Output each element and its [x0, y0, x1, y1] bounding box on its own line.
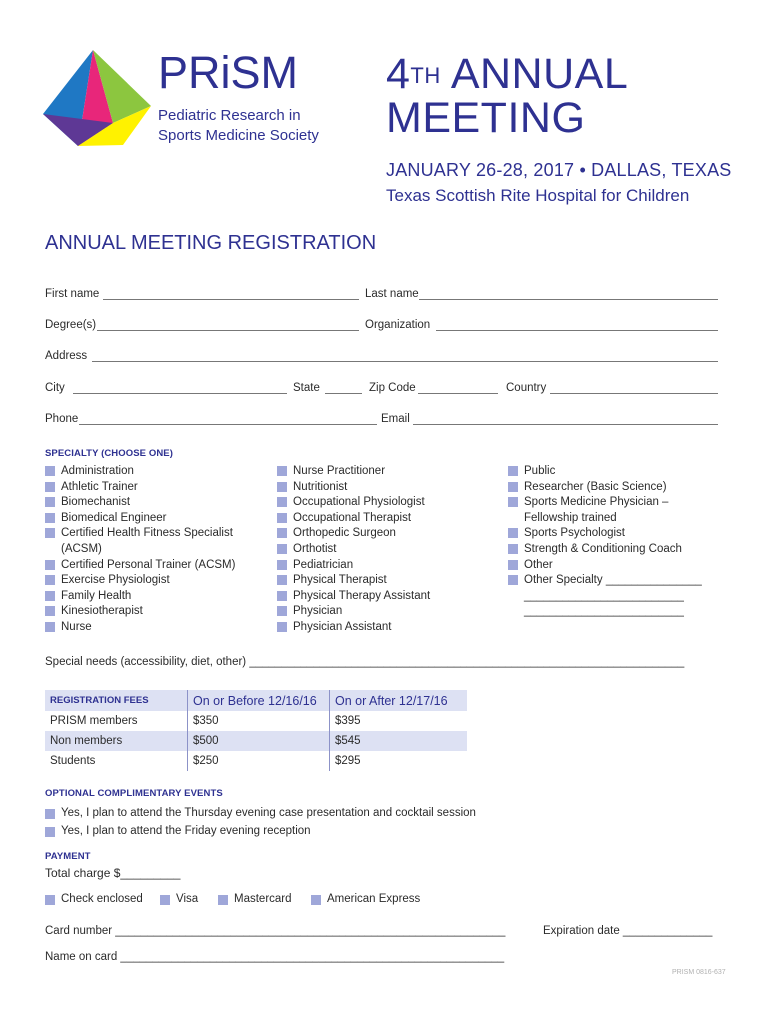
fee-after: $545	[330, 731, 468, 751]
checkbox[interactable]	[218, 895, 228, 905]
checkbox[interactable]	[508, 544, 518, 554]
checkbox[interactable]	[45, 606, 55, 616]
total-charge-field[interactable]: Total charge $_________	[45, 866, 181, 880]
other-specialty-blank-1[interactable]: _________________________	[524, 589, 684, 602]
checkbox[interactable]	[508, 560, 518, 570]
state-label: State	[293, 382, 320, 394]
fees-col-after: On or After 12/17/16	[330, 690, 468, 711]
checkbox[interactable]	[277, 575, 287, 585]
specialty-option[interactable]: Exercise Physiologist	[45, 573, 245, 589]
organization-field[interactable]	[436, 330, 718, 331]
prism-logo-icon	[43, 50, 153, 146]
checkbox[interactable]	[277, 606, 287, 616]
specialty-column-1	[45, 464, 245, 636]
specialty-option[interactable]: Physical Therapist	[277, 573, 487, 589]
check-enclosed-label: Check enclosed	[61, 893, 143, 905]
zip-label: Zip Code	[369, 382, 416, 394]
address-label: Address	[45, 350, 88, 362]
specialty-option[interactable]: Biomedical Engineer	[45, 511, 245, 527]
optional-events-heading: OPTIONAL COMPLIMENTARY EVENTS	[45, 788, 223, 799]
specialty-option[interactable]: Orthopedic Surgeon	[277, 526, 487, 542]
first-name-field[interactable]	[103, 299, 359, 300]
specialty-heading: SPECIALTY (CHOOSE ONE)	[45, 448, 174, 459]
brand-subtitle	[158, 106, 319, 146]
checkbox[interactable]	[160, 895, 170, 905]
checkbox[interactable]	[277, 591, 287, 601]
specialty-option[interactable]: Certified Health Fitness Specialist (ACSM)	[45, 526, 245, 557]
fee-after: $395	[330, 711, 468, 731]
specialty-option[interactable]: Family Health	[45, 589, 245, 605]
visa-label: Visa	[176, 893, 199, 905]
checkbox[interactable]	[508, 497, 518, 507]
specialty-option[interactable]: Other Specialty _______________	[508, 573, 730, 589]
specialty-column-3	[508, 464, 730, 620]
specialty-option[interactable]: Occupational Therapist	[277, 511, 487, 527]
fees-col-before: On or Before 12/16/16	[188, 690, 330, 711]
country-field[interactable]	[550, 393, 718, 394]
checkbox[interactable]	[277, 560, 287, 570]
specialty-option[interactable]: Nurse	[45, 620, 245, 636]
checkbox[interactable]	[277, 482, 287, 492]
friday-event-label: Yes, I plan to attend the Friday evening reception	[61, 825, 311, 837]
thursday-event-option[interactable]	[45, 807, 476, 819]
fees-heading: REGISTRATION FEES	[45, 690, 188, 711]
last-name-label: Last name	[365, 288, 419, 300]
specialty-option[interactable]: Strength & Conditioning Coach	[508, 542, 730, 558]
degrees-field[interactable]	[97, 330, 359, 331]
specialty-option[interactable]: Biomechanist	[45, 495, 245, 511]
email-label: Email	[381, 413, 410, 425]
specialty-option[interactable]: Kinesiotherapist	[45, 604, 245, 620]
specialty-option[interactable]: Physical Therapy Assistant	[277, 589, 487, 605]
phone-label: Phone	[45, 413, 79, 425]
specialty-option[interactable]: Sports Medicine Physician – Fellowship trained	[508, 495, 730, 526]
specialty-option[interactable]: Public	[508, 464, 730, 480]
name-on-card-field[interactable]: Name on card ____________________________________________________________	[45, 951, 505, 963]
table-row	[45, 731, 467, 751]
organization-label: Organization	[365, 319, 431, 331]
checkbox[interactable]	[45, 466, 55, 476]
city-label: City	[45, 382, 65, 394]
address-field[interactable]	[92, 361, 718, 362]
meeting-line2: MEETING	[386, 94, 586, 142]
specialty-option[interactable]: Administration	[45, 464, 245, 480]
checkbox[interactable]	[45, 482, 55, 492]
meeting-title	[386, 52, 628, 140]
specialty-option[interactable]: Occupational Physiologist	[277, 495, 487, 511]
last-name-field[interactable]	[419, 299, 718, 300]
specialty-option[interactable]: Orthotist	[277, 542, 487, 558]
friday-event-option[interactable]	[45, 825, 311, 837]
specialty-option[interactable]: Physician	[277, 604, 487, 620]
checkbox[interactable]	[45, 528, 55, 538]
degrees-label: Degree(s)	[45, 319, 97, 331]
checkbox[interactable]	[45, 622, 55, 632]
amex-label: American Express	[327, 893, 421, 905]
thursday-event-label: Yes, I plan to attend the Thursday evening case presentation and cocktail session	[61, 807, 476, 819]
checkbox[interactable]	[311, 895, 321, 905]
expiration-date-field[interactable]: Expiration date ______________	[543, 925, 713, 937]
checkbox[interactable]	[45, 497, 55, 507]
email-field[interactable]	[413, 424, 718, 425]
specialty-option[interactable]: Athletic Trainer	[45, 480, 245, 496]
specialty-option[interactable]: Nurse Practitioner	[277, 464, 487, 480]
form-title: ANNUAL MEETING REGISTRATION	[45, 232, 377, 254]
city-field[interactable]	[73, 393, 287, 394]
specialty-option[interactable]: Sports Psychologist	[508, 526, 730, 542]
specialty-option[interactable]: Physician Assistant	[277, 620, 487, 636]
form-code: PRISM 0816-637	[672, 969, 726, 976]
table-row	[45, 711, 467, 731]
visa-option[interactable]	[160, 893, 198, 905]
fee-after: $295	[330, 751, 468, 771]
checkbox[interactable]	[277, 497, 287, 507]
fee-before: $350	[188, 711, 330, 731]
checkbox[interactable]	[277, 513, 287, 523]
phone-field[interactable]	[79, 424, 377, 425]
fee-before: $250	[188, 751, 330, 771]
zip-field[interactable]	[418, 393, 498, 394]
fee-label: Students	[50, 755, 96, 767]
check-enclosed-option[interactable]	[45, 893, 143, 905]
specialty-option[interactable]: Pediatrician	[277, 558, 487, 574]
meeting-number: 4	[386, 50, 411, 98]
brand-subtitle-line2: Sports Medicine Society	[158, 127, 319, 144]
fee-label: Non members	[45, 731, 188, 751]
special-needs-field[interactable]: Special needs (accessibility, diet, other) ____________________________________________________________________	[45, 656, 685, 668]
brand-name: PRiSM	[158, 47, 299, 98]
specialty-option[interactable]: Other	[508, 558, 730, 574]
specialty-column-2	[277, 464, 487, 636]
brand-subtitle-line1: Pediatric Research in	[158, 107, 301, 124]
payment-heading: PAYMENT	[45, 851, 91, 862]
specialty-option[interactable]: Certified Personal Trainer (ACSM)	[45, 558, 245, 574]
checkbox[interactable]	[45, 827, 55, 837]
checkbox[interactable]	[45, 560, 55, 570]
mastercard-label: Mastercard	[234, 893, 292, 905]
checkbox[interactable]	[508, 528, 518, 538]
checkbox[interactable]	[277, 466, 287, 476]
checkbox[interactable]	[508, 466, 518, 476]
checkbox[interactable]	[508, 482, 518, 492]
fee-before: $500	[188, 731, 330, 751]
checkbox[interactable]	[277, 544, 287, 554]
checkbox[interactable]	[45, 513, 55, 523]
table-row	[45, 751, 467, 771]
specialty-option[interactable]: Nutritionist	[277, 480, 487, 496]
checkbox[interactable]	[45, 591, 55, 601]
checkbox[interactable]	[277, 622, 287, 632]
checkbox[interactable]	[277, 528, 287, 538]
meeting-line1: ANNUAL	[450, 50, 629, 98]
checkbox[interactable]	[45, 895, 55, 905]
registration-fees-table	[45, 690, 467, 771]
amex-option[interactable]	[311, 893, 420, 905]
checkbox[interactable]	[508, 575, 518, 585]
country-label: Country	[506, 382, 547, 394]
venue: Texas Scottish Rite Hospital for Children	[386, 186, 690, 205]
checkbox[interactable]	[45, 575, 55, 585]
date-location: JANUARY 26-28, 2017 • DALLAS, TEXAS	[386, 160, 732, 180]
checkbox[interactable]	[45, 809, 55, 819]
state-field[interactable]	[325, 393, 362, 394]
fee-label: PRISM members	[50, 715, 138, 727]
mastercard-option[interactable]	[218, 893, 292, 905]
card-number-field[interactable]: Card number _____________________________________________________________	[45, 925, 506, 937]
meeting-ordinal: TH	[410, 63, 441, 88]
other-specialty-blank-2[interactable]: _________________________	[524, 605, 684, 618]
first-name-label: First name	[45, 288, 100, 300]
fees-header-row	[45, 690, 467, 711]
specialty-option[interactable]: Researcher (Basic Science)	[508, 480, 730, 496]
